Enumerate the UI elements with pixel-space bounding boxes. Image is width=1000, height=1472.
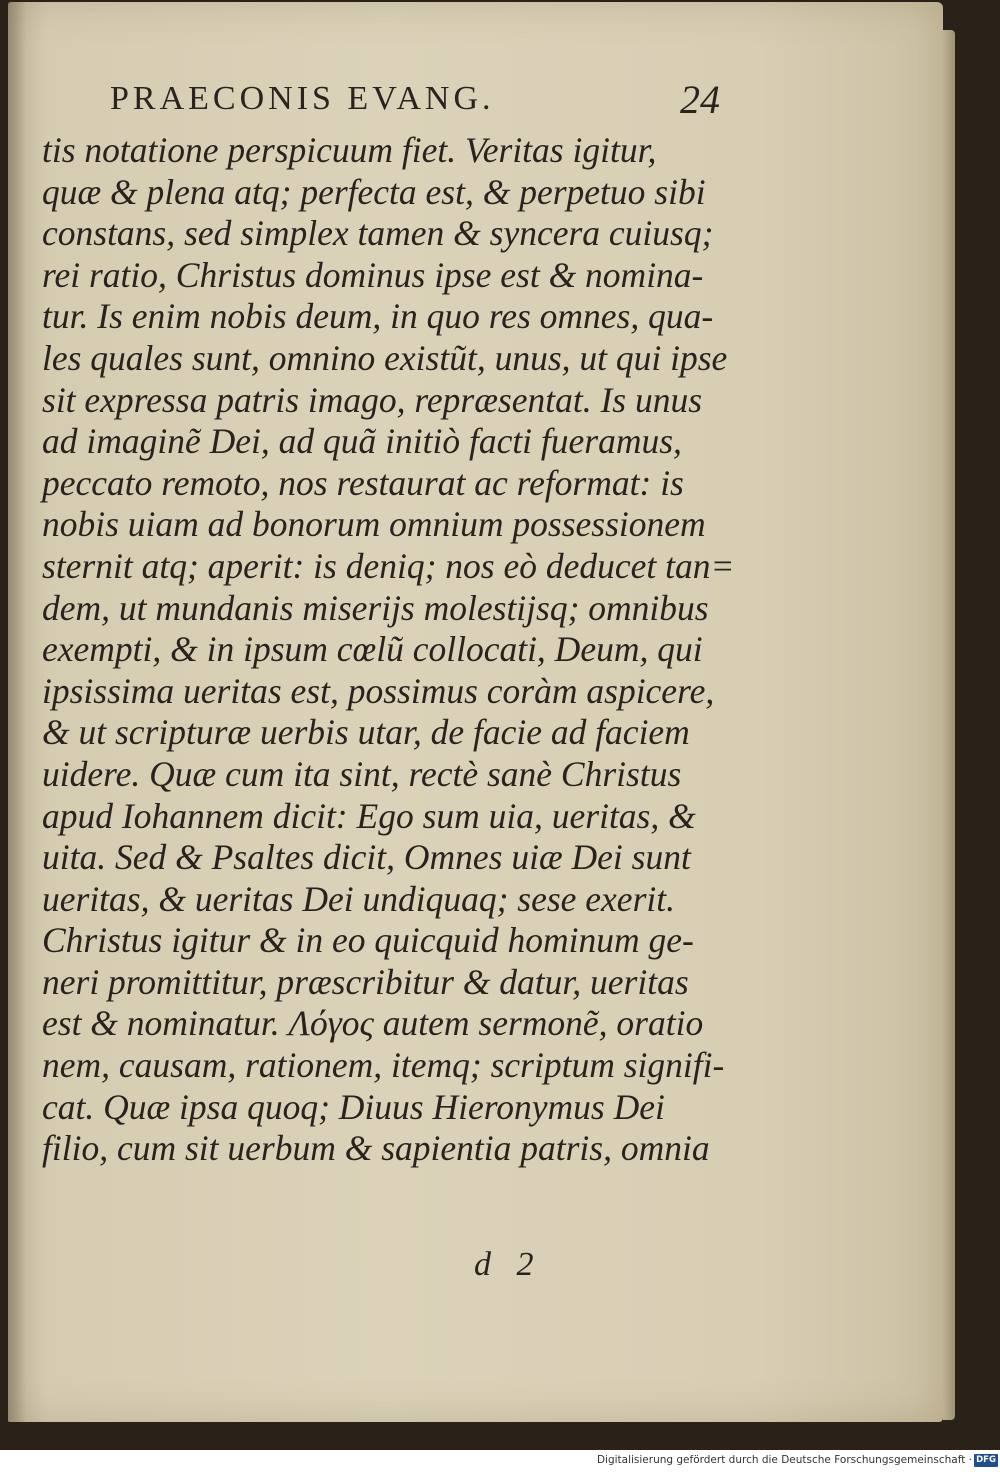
funding-credit: Digitalisierung gefördert durch die Deutsche Forschungsgemeinschaft · — [596, 1454, 972, 1466]
text-line: ad imaginẽ Dei, ad quã initiò facti fueramus, — [42, 421, 682, 462]
text-line: ueritas, & ueritas Dei undiquaq; sese exerit. — [42, 878, 675, 919]
text-line: uita. Sed & Psaltes dicit, Omnes uiæ Dei sunt — [42, 837, 691, 878]
text-line: dem, ut mundanis miserijs molestijsq; omnibus — [42, 587, 709, 628]
digitization-footer — [0, 1450, 1000, 1472]
text-line: sit expressa patris imago, repræsentat. Is unus — [42, 379, 703, 420]
text-line: quæ & plena atq; perfecta est, & perpetuo sibi — [42, 171, 706, 212]
text-line: & ut scripturæ uerbis utar, de facie ad faciem — [42, 712, 690, 753]
dfg-logo: DFG — [974, 1454, 998, 1467]
text-line: ipsissima ueritas est, possimus coràm aspicere, — [42, 670, 715, 711]
page-edge — [943, 30, 955, 1420]
text-line: les quales sunt, omnino existũt, unus, ut qui ipse — [42, 337, 728, 378]
gutter-shadow — [8, 2, 26, 1422]
text-line: neri promittitur, præscribitur & datur, ueritas — [42, 961, 689, 1002]
text-line: cat. Quæ ipsa quoq; Diuus Hieronymus Dei — [42, 1086, 665, 1127]
text-line: apud Iohannem dicit: Ego sum uia, ueritas, & — [42, 795, 696, 836]
body-text — [42, 130, 735, 1170]
signature-mark: d 2 — [474, 1246, 534, 1283]
text-line: sternit atq; aperit: is deniq; nos eò deducet tan= — [42, 545, 735, 586]
text-line: tur. Is enim nobis deum, in quo res omnes, qua- — [42, 296, 714, 337]
text-line: rei ratio, Christus dominus ipse est & nomina- — [42, 254, 704, 295]
text-line: nobis uiam ad bonorum omnium possessionem — [42, 504, 706, 545]
text-line: Christus igitur & in eo quicquid hominum ge- — [42, 920, 694, 961]
page-number: 24 — [680, 77, 720, 122]
text-line: constans, sed simplex tamen & syncera cuiusq; — [42, 213, 714, 254]
page-header — [110, 74, 720, 128]
running-title: PRAECONIS EVANG. — [110, 80, 495, 117]
text-line: est & nominatur. Λόγος autem sermonẽ, oratio — [42, 1003, 704, 1044]
text-line: peccato remoto, nos restaurat ac reformat: is — [42, 462, 684, 503]
text-line: filio, cum sit uerbum & sapientia patris, omnia — [42, 1128, 710, 1169]
text-line: tis notatione perspicuum fiet. Veritas igitur, — [42, 130, 657, 170]
text-line: uidere. Quæ cum ita sint, rectè sanè Christus — [42, 753, 682, 794]
text-line: nem, causam, rationem, itemq; scriptum signifi- — [42, 1045, 725, 1086]
text-line: exempti, & in ipsum cœlũ collocati, Deum, qui — [42, 629, 703, 670]
